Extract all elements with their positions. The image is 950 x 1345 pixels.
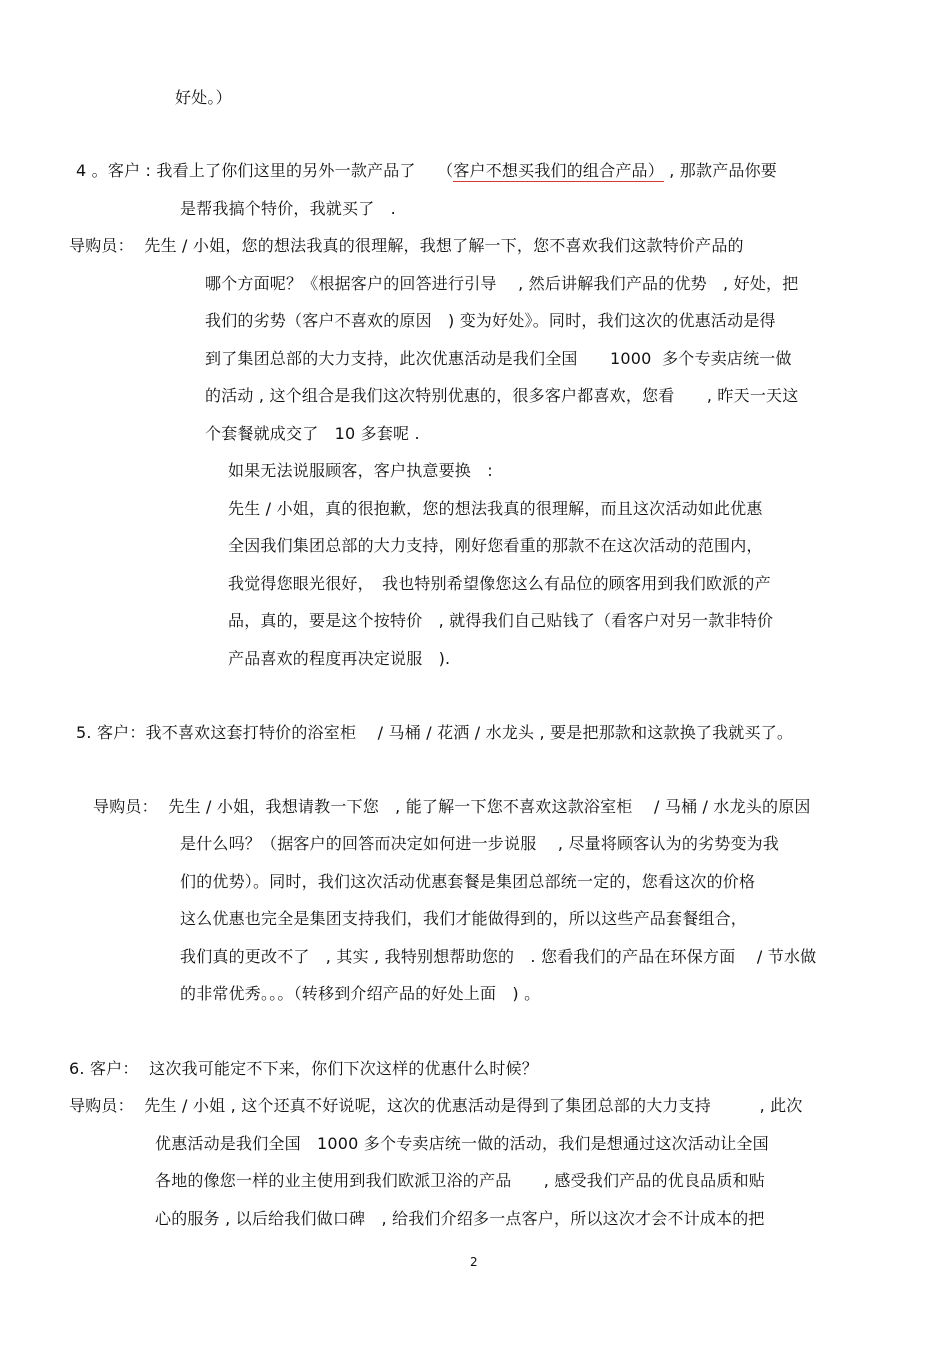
- q4-question-line: [76, 161, 777, 181]
- text-line: 如果无法说服顾客，客户执意要换 :: [228, 461, 493, 480]
- page-number: 2: [470, 1255, 478, 1269]
- q4-answer-start: 导购员： 先生 / 小姐，您的想法我真的很理解，我想了解一下，您不喜欢我们这款特价产品的: [69, 236, 744, 255]
- q4-question-text: 4 。客户 : 我看上了你们这里的另外一款产品了 （: [76, 161, 454, 180]
- text-line: 哪个方面呢？《根据客户的回答进行引导 , 然后讲解我们产品的优势 , 好处，把: [205, 274, 799, 293]
- text-line: 我们的劣势（客户不喜欢的原因 ) 变为好处》。同时，我们这次的优惠活动是得: [205, 311, 776, 330]
- text-line: 优惠活动是我们全国 1000 多个专卖店统一做的活动，我们是想通过这次活动让全国: [155, 1134, 769, 1153]
- q6-answer-start: 导购员： 先生 / 小姐 , 这个还真不好说呢，这次的优惠活动是得到了集团总部的大力支持 , 此次: [69, 1096, 803, 1115]
- text-line: 的非常优秀。。。（转移到介绍产品的好处上面 ) 。: [180, 984, 541, 1003]
- text-line: 心的服务 , 以后给我们做口碑 , 给我们介绍多一点客户，所以这次才会不计成本的把: [155, 1209, 765, 1228]
- text-line: 好处。）: [175, 88, 232, 107]
- text-line: 产品喜欢的程度再决定说服 ).: [228, 649, 451, 668]
- q6-question-line: 6. 客户： 这次我可能定不下来，你们下次这样的优惠什么时候？: [69, 1059, 538, 1078]
- text-line: 的活动 , 这个组合是我们这次特别优惠的，很多客户都喜欢，您看 , 昨天一天这: [205, 386, 799, 405]
- text-line: 到了集团总部的大力支持，此次优惠活动是我们全国 1000 多个专卖店统一做: [205, 349, 792, 368]
- text-line: 个套餐就成交了 10 多套呢 .: [205, 424, 420, 443]
- text-line: 各地的像您一样的业主使用到我们欧派卫浴的产品 , 感受我们产品的优良品质和贴: [155, 1171, 765, 1190]
- text-line: 我们真的更改不了 , 其实 , 我特别想帮助您的 . 您看我们的产品在环保方面 / 节水做: [180, 947, 817, 966]
- q4-question-text-end: , 那款产品你要: [663, 161, 777, 180]
- text-line: 是帮我搞个特价，我就买了 .: [180, 199, 396, 218]
- text-line: 们的优势）。同时，我们这次活动优惠套餐是集团总部统一定的，您看这次的价格: [180, 872, 756, 891]
- text-line: 全因我们集团总部的大力支持，刚好您看重的那款不在这次活动的范围内，: [228, 536, 763, 555]
- text-line: 品，真的，要是这个按特价 , 就得我们自己贴钱了（看客户对另一款非特价: [228, 611, 774, 630]
- text-line: 先生 / 小姐，真的很抱歉，您的想法我真的很理解，而且这次活动如此优惠: [228, 499, 763, 518]
- q5-question-line: 5. 客户：我不喜欢这套打特价的浴室柜 / 马桶 / 花洒 / 水龙头 , 要是把那款和这款换了我就买了。: [76, 723, 794, 742]
- text-line: 是什么吗？（据客户的回答而决定如何进一步说服 , 尽量将顾客认为的劣势变为我: [180, 834, 780, 853]
- q5-answer-start: 导购员： 先生 / 小姐，我想请教一下您 , 能了解一下您不喜欢这款浴室柜 / 马桶 / 水龙头的原因: [93, 797, 811, 816]
- q4-underlined-note: 客户不想买我们的组合产品）: [453, 161, 664, 180]
- text-line: 这么优惠也完全是集团支持我们，我们才能做得到的，所以这些产品套餐组合，: [180, 909, 748, 928]
- text-line: 我觉得您眼光很好， 我也特别希望像您这么有品位的顾客用到我们欧派的产: [228, 574, 771, 593]
